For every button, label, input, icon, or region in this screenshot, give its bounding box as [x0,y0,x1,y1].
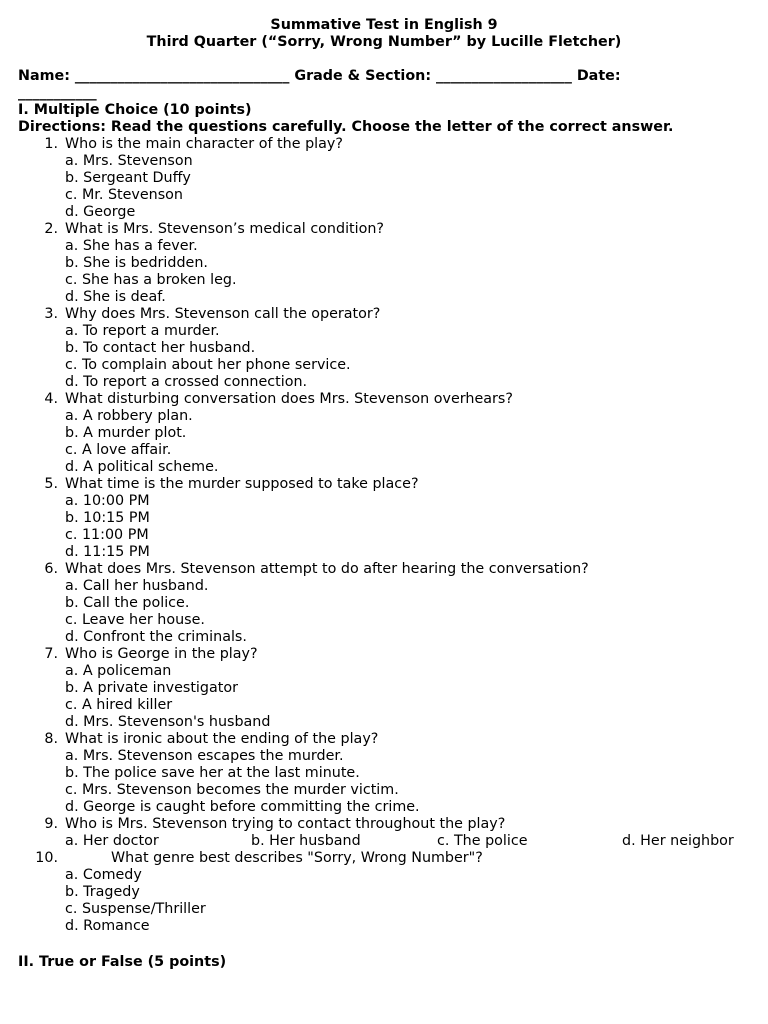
choice-b: b. Sergeant Duffy [65,170,191,186]
choice-d: d. 11:15 PM [65,544,150,560]
choice-b: b. 10:15 PM [65,510,150,526]
question-text: What is Mrs. Stevenson’s medical condition? [65,221,385,237]
part1-heading: I. Multiple Choice (10 points) [18,102,252,118]
choice-d: d. Romance [65,918,150,934]
student-info-line: Name: ______________________________ Grade & Section: ___________________ Date: [18,68,621,84]
choice-c: c. The police [437,833,528,849]
choice-a: a. Comedy [65,867,142,883]
choice-d: d. Confront the criminals. [65,629,247,645]
choice-b: b. The police save her at the last minute. [65,765,360,781]
choice-a: a. 10:00 PM [65,493,150,509]
question-text: Who is Mrs. Stevenson trying to contact throughout the play? [65,816,506,832]
question-3 [0,306,768,391]
choice-a: a. A policeman [65,663,172,679]
question-2 [0,221,768,306]
choice-a: a. A robbery plan. [65,408,193,424]
choice-a: a. To report a murder. [65,323,220,339]
choice-c: c. 11:00 PM [65,527,149,543]
question-text: What time is the murder supposed to take place? [65,476,419,492]
question-number: 1. [44,136,58,152]
choice-d: d. George is caught before committing the crime. [65,799,420,815]
choice-a: a. Mrs. Stevenson escapes the murder. [65,748,344,764]
test-title: Summative Test in English 9 [270,17,498,33]
choice-c: c. She has a broken leg. [65,272,237,288]
choice-d: d. Mrs. Stevenson's husband [65,714,271,730]
choice-c: c. Leave her house. [65,612,205,628]
part2-heading: II. True or False (5 points) [18,954,227,970]
choice-c: c. Mrs. Stevenson becomes the murder victim. [65,782,399,798]
choice-d: d. To report a crossed connection. [65,374,308,390]
choice-c: c. Suspense/Thriller [65,901,206,917]
choice-c: c. To complain about her phone service. [65,357,351,373]
question-text: Who is George in the play? [65,646,258,662]
question-8 [0,731,768,816]
question-10 [0,850,768,935]
choice-a: a. Her doctor [65,833,159,849]
choice-b: b. Her husband [251,833,361,849]
question-number: 3. [44,306,58,322]
choice-b: b. To contact her husband. [65,340,256,356]
question-5 [0,476,768,561]
question-text: Who is the main character of the play? [65,136,343,152]
choice-d: d. Her neighbor [622,833,734,849]
question-text: What genre best describes "Sorry, Wrong Number"? [111,850,483,866]
choice-b: b. Call the police. [65,595,190,611]
part1-directions: Directions: Read the questions carefully. Choose the letter of the correct answer. [18,119,674,135]
question-text: Why does Mrs. Stevenson call the operator? [65,306,381,322]
question-number: 8. [44,731,58,747]
question-6 [0,561,768,646]
choice-c: c. A hired killer [65,697,173,713]
choice-row [0,833,768,850]
question-number: 4. [44,391,58,407]
question-text: What is ironic about the ending of the play? [65,731,379,747]
choice-a: a. Mrs. Stevenson [65,153,193,169]
question-number: 6. [44,561,58,577]
question-number: 2. [44,221,58,237]
question-number: 10. [35,850,58,866]
choice-d: d. A political scheme. [65,459,219,475]
question-4 [0,391,768,476]
question-text: What disturbing conversation does Mrs. Stevenson overhears? [65,391,513,407]
date-blank: ___________ [18,85,97,101]
choice-b: b. Tragedy [65,884,140,900]
choice-a: a. Call her husband. [65,578,209,594]
choice-b: b. She is bedridden. [65,255,208,271]
choice-b: b. A murder plot. [65,425,187,441]
choice-d: d. George [65,204,136,220]
choice-d: d. She is deaf. [65,289,166,305]
choice-a: a. She has a fever. [65,238,198,254]
question-list [0,136,768,935]
question-9 [0,816,768,850]
choice-c: c. Mr. Stevenson [65,187,183,203]
question-1 [0,136,768,221]
question-7 [0,646,768,731]
question-number: 7. [44,646,58,662]
choice-c: c. A love affair. [65,442,172,458]
choice-b: b. A private investigator [65,680,238,696]
question-text: What does Mrs. Stevenson attempt to do after hearing the conversation? [65,561,589,577]
test-subtitle: Third Quarter (“Sorry, Wrong Number” by Lucille Fletcher) [146,34,622,50]
question-number: 9. [44,816,58,832]
question-number: 5. [44,476,58,492]
